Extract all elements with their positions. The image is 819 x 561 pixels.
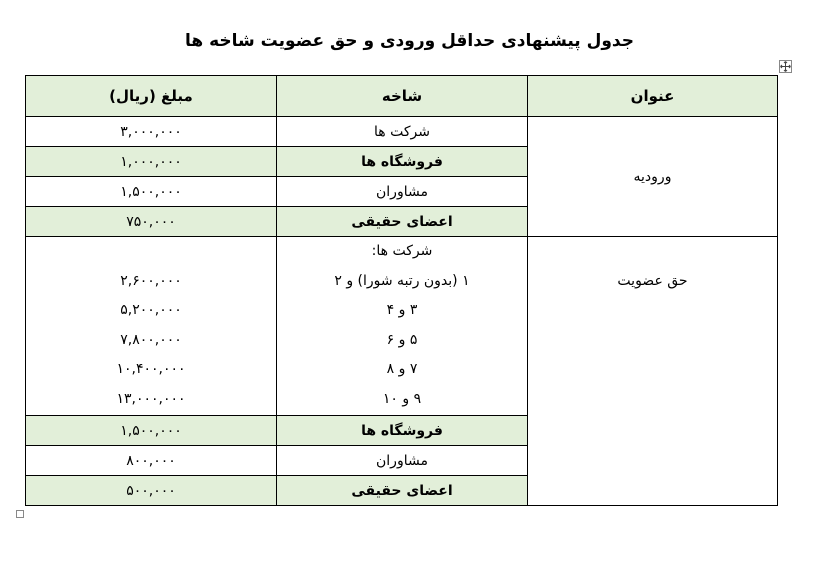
header-row bbox=[26, 76, 778, 117]
amount-cell: ۵۰۰,۰۰۰ bbox=[26, 476, 277, 506]
fees-table bbox=[25, 75, 778, 506]
amount-cell: ۱,۰۰۰,۰۰۰ bbox=[26, 147, 277, 177]
table-move-handle[interactable] bbox=[779, 60, 792, 73]
tier-amount: ۱۳,۰۰۰,۰۰۰ bbox=[116, 390, 186, 407]
header-amount: مبلغ (ریال) bbox=[26, 76, 277, 117]
membership-title: حق عضویت bbox=[617, 272, 688, 289]
amount-cell: ۱,۵۰۰,۰۰۰ bbox=[26, 177, 277, 207]
branch-cell: شرکت ها bbox=[277, 117, 528, 147]
tier-label: ۵ و ۶ bbox=[386, 331, 418, 348]
header-title: عنوان bbox=[528, 76, 778, 117]
amount-cell: ۷۵۰,۰۰۰ bbox=[26, 207, 277, 237]
tier-amount: ۵,۲۰۰,۰۰۰ bbox=[120, 302, 182, 319]
header-branch: شاخه bbox=[277, 76, 528, 117]
branch-cell: مشاوران bbox=[277, 177, 528, 207]
companies-label: شرکت ها: bbox=[371, 243, 433, 259]
entrance-title-cell: ورودیه bbox=[528, 117, 778, 237]
amount-cell: ۱,۵۰۰,۰۰۰ bbox=[26, 416, 277, 446]
table-resize-handle[interactable] bbox=[16, 510, 24, 518]
amount-cell: ۸۰۰,۰۰۰ bbox=[26, 446, 277, 476]
membership-title-cell bbox=[528, 237, 778, 506]
branch-cell: اعضای حقیقی bbox=[277, 207, 528, 237]
tier-amount: ۲,۶۰۰,۰۰۰ bbox=[120, 272, 182, 289]
branch-cell: فروشگاه ها bbox=[277, 147, 528, 177]
branch-cell: اعضای حقیقی bbox=[277, 476, 528, 506]
branch-cell: مشاوران bbox=[277, 446, 528, 476]
branch-cell: فروشگاه ها bbox=[277, 416, 528, 446]
tier-amount: ۱۰,۴۰۰,۰۰۰ bbox=[116, 361, 186, 378]
tier-amount: ۷,۸۰۰,۰۰۰ bbox=[120, 331, 182, 348]
move-arrows-icon bbox=[780, 61, 791, 72]
tier-label: ۳ و ۴ bbox=[386, 302, 418, 319]
document-title: جدول پیشنهادی حداقل ورودی و حق عضویت شاخه ها bbox=[184, 31, 634, 51]
tier-label: ۹ و ۱۰ bbox=[382, 390, 422, 407]
company-tiers-amount-cell bbox=[26, 237, 277, 416]
company-tiers-cell bbox=[277, 237, 528, 416]
table-row bbox=[26, 117, 778, 147]
tier-label: ۱ (بدون رتبه شورا) و ۲ bbox=[334, 272, 470, 289]
tier-label: ۷ و ۸ bbox=[386, 361, 418, 378]
amount-cell: ۳,۰۰۰,۰۰۰ bbox=[26, 117, 277, 147]
table-row bbox=[26, 237, 778, 416]
